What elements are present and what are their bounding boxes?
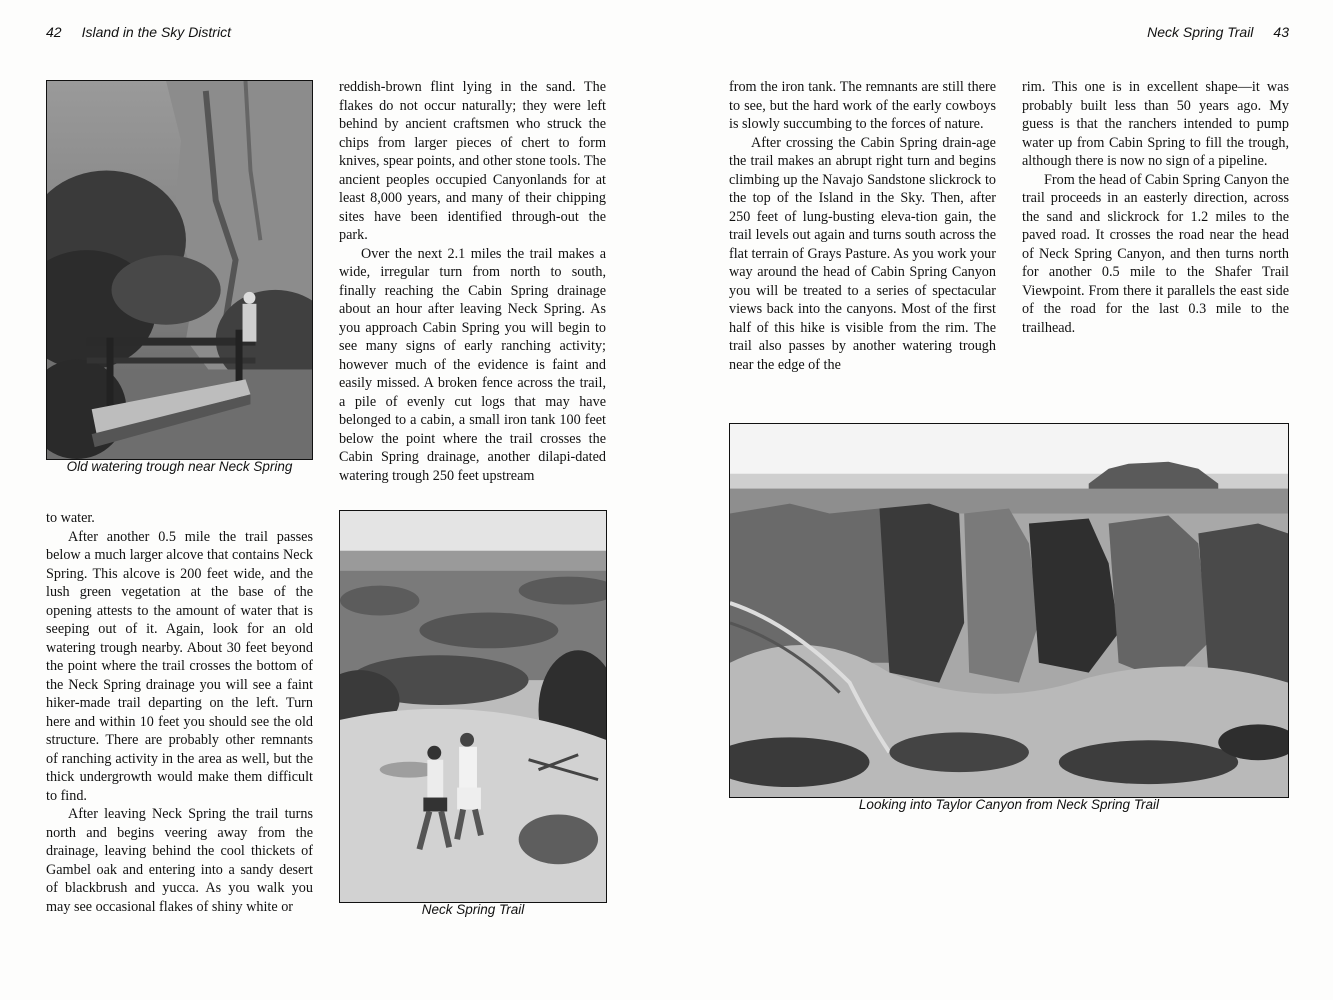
neck-spring-trail-photo-image (340, 511, 606, 902)
right-page-column-1 (729, 78, 996, 374)
left-running-title: Island in the Sky District (81, 24, 231, 40)
taylor-canyon-photo-image (730, 424, 1288, 797)
watering-trough-photo (46, 80, 313, 460)
right-running-title: Neck Spring Trail (1147, 24, 1254, 40)
neck-spring-trail-photo (339, 510, 607, 903)
left-page-number: 42 (46, 24, 62, 40)
right-page-number: 43 (1273, 24, 1289, 40)
paragraph: rim. This one is in excellent shape—it was probably built less than 50 years ago. My guess is that the ranchers intended to pump water up from Cabin Spring to fill the trough, although there is now no sign of a pipeline. (1022, 79, 1289, 169)
right-running-head (1147, 24, 1289, 40)
paragraph: to water. (46, 510, 95, 526)
paragraph: After leaving Neck Spring the trail turns north and begins veering away from the drainage, leaving behind the cool thickets of Gambel oak and entering into a sandy desert of blackbrush and yucca. As you walk you may see occasional flakes of shiny white or (46, 806, 313, 915)
right-page-column-2 (1022, 78, 1289, 337)
paragraph: reddish-brown flint lying in the sand. The flakes do not occur naturally; they were left behind by ancient craftsmen who struck the chips from larger pieces of chert to form knives, spear points, and other stone tools. The ancient peoples occupied Canyonlands for at least 8,000 years, and many of their chipping sites have been identified through-out the park. (339, 79, 606, 243)
watering-trough-caption: Old watering trough near Neck Spring (66, 459, 293, 474)
paragraph: From the head of Cabin Spring Canyon the trail proceeds in an easterly direction, across the sand and slickrock for 1.2 miles to the paved road. It crosses the road near the head of Neck Spring Canyon, and then turns north for another 0.5 mile to the Shafer Trail Viewpoint. From there it parallels the east side of the road for the last 0.3 mile to the trailhead. (1022, 171, 1289, 336)
neck-spring-trail-caption: Neck Spring Trail (421, 902, 525, 917)
paragraph: After crossing the Cabin Spring drain-age the trail makes an abrupt right turn and begins climbing up the Navajo Sandstone slickrock to the top of the Island in the Sky. Then, after 250 feet of lung-busting eleva-tion gain, the trail levels out again and turns south across the flat terrain of Grays Pasture. As you work your way around the head of Cabin Spring Canyon you will be treated to a series of spectacular views back into the canyons. Most of the first half of this hike is visible from the rim. The trail also passes by another watering trough near the edge of the (729, 134, 996, 373)
paragraph: from the iron tank. The remnants are still there to see, but the hard work of the early cowboys is slowly succumbing to the forces of nature. (729, 79, 996, 132)
paragraph: After another 0.5 mile the trail passes below a much larger alcove that contains Neck Spring. This alcove is 200 feet wide, and the lush green vegetation at the base of the opening attests to the amount of water that is seeping out of it. Again, look for an old watering trough nearby. About 30 feet beyond the point where the trail crosses the bottom of the Neck Spring drainage you will see a faint hiker-made trail departing on the left. Turn here and within 10 feet you should see the old structure. There are probably other remnants of ranching activity in the area as well, but the thick undergrowth would make them difficult to find. (46, 528, 313, 804)
left-page-column-1 (46, 509, 313, 916)
left-running-head (46, 24, 231, 40)
taylor-canyon-photo (729, 423, 1289, 798)
paragraph: Over the next 2.1 miles the trail makes a wide, irregular turn from north to south, finally reaching the Cabin Spring drainage about an hour after leaving Neck Spring. As you approach Cabin Spring you will begin to see many signs of early ranching activity; however much of the evidence is faint and easily missed. A broken fence across the trail, a pile of evenly cut logs that may have belonged to a cabin, a small iron tank 100 feet below the point where the trail crosses the Cabin Spring drainage, another dilapi-dated watering trough 250 feet upstream (339, 245, 606, 484)
left-page-column-2 (339, 78, 606, 485)
watering-trough-photo-image (47, 81, 312, 459)
taylor-canyon-caption: Looking into Taylor Canyon from Neck Spring Trail (858, 797, 1160, 812)
